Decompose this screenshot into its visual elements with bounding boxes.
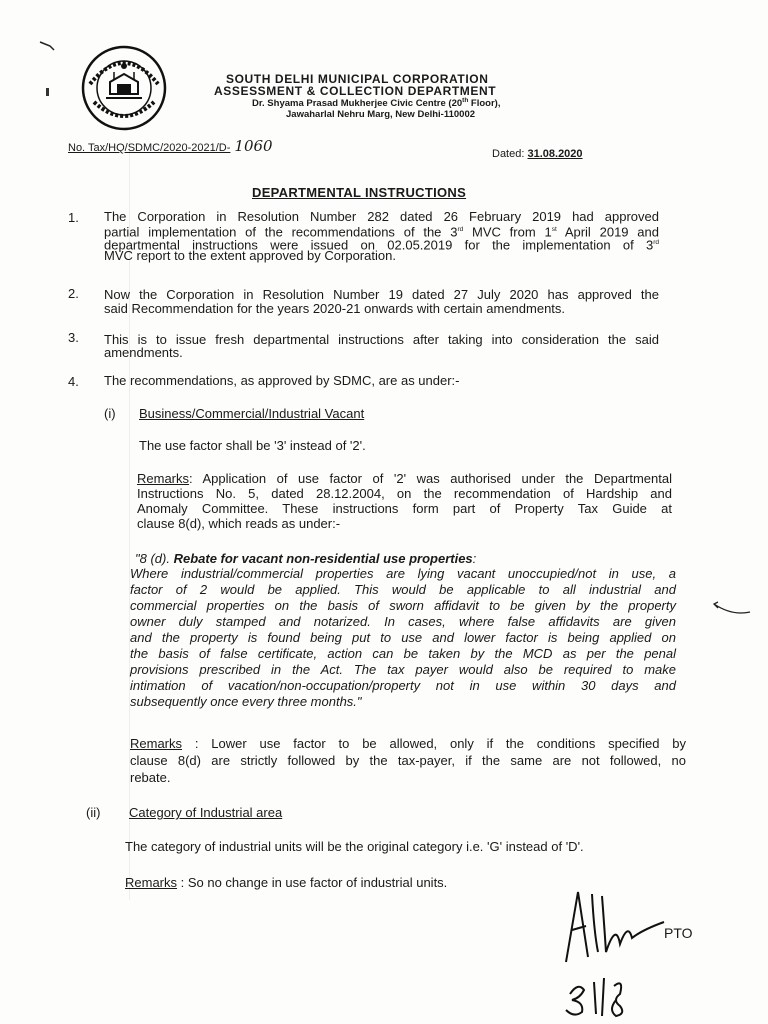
remarks-2-line: rebate. [130, 770, 171, 785]
pto-label: PTO [664, 925, 693, 941]
remarks-2-line: clause 8(d) are strictly followed by the tax-payer, if the same are not followed, no [130, 753, 686, 768]
remarks-line: clause 8(d), which reads as under:- [137, 516, 341, 531]
sub-item-title: Category of Industrial area [129, 805, 283, 820]
org-name: SOUTH DELHI MUNICIPAL CORPORATION [226, 72, 489, 86]
quote-line: the basis of false certificate, action can be taken by the MCD as per the penal [130, 646, 676, 661]
handwritten-number: 1060 [234, 137, 273, 155]
sub-item-title: Business/Commercial/Industrial Vacant [139, 406, 365, 421]
remarks-line: Anomaly Committee. These instructions form part of Property Tax Guide at [137, 501, 672, 516]
reference-number: No. Tax/HQ/SDMC/2020-2021/D- 1060 [68, 137, 273, 155]
address-line-1: Dr. Shyama Prasad Mukherjee Civic Centre (20th Floor), [252, 97, 501, 110]
item-number: 4. [68, 374, 79, 389]
address-line-2: Jawaharlal Nehru Marg, New Delhi-110002 [286, 109, 476, 120]
quote-line: factor of 2 would be applied. This would be applicable to all industrial and [130, 582, 676, 597]
margin-mark [46, 88, 49, 96]
date: Dated: 31.08.2020 [492, 148, 583, 160]
para-4-line: The recommendations, as approved by SDMC, are as under:- [104, 373, 460, 388]
remarks-line: Instructions No. 5, dated 28.12.2004, on the recommendation of Hardship and [137, 486, 672, 501]
quote-line: subsequently once every three months." [130, 694, 362, 709]
sub-item-number: (ii) [86, 805, 101, 820]
para-1-line: partial implementation of the recommendations of the 3rd MVC from 1st April 2019 and [104, 224, 659, 240]
quote-line: commercial properties on the basis of sworn affidavit to be given by the property [130, 598, 676, 613]
quote-line: and the property is found being put to use and lower factor is being applied on [130, 630, 676, 645]
para-1-line: departmental instructions were issued on 02.05.2019 for the implementation of 3rd [104, 237, 659, 253]
category-text: The category of industrial units will be the original category i.e. 'G' instead of 'D'. [125, 839, 584, 854]
department-name: ASSESSMENT & COLLECTION DEPARTMENT [214, 84, 497, 98]
para-3-line: This is to issue fresh departmental instructions after taking into consideration the said [104, 332, 659, 347]
remarks-2-line: Remarks : Lower use factor to be allowed, only if the conditions specified by [130, 736, 686, 751]
remarks-line: Remarks: Application of use factor of '2' was authorised under the Departmental [137, 471, 672, 486]
para-2-line: Now the Corporation in Resolution Number 19 dated 27 July 2020 has approved the [104, 287, 659, 302]
item-number: 2. [68, 286, 79, 301]
sub-item-number: (i) [104, 406, 116, 421]
item-number: 1. [68, 210, 79, 225]
sdmc-logo [80, 44, 168, 132]
para-2-line: said Recommendation for the years 2020-21 onwards with certain amendments. [104, 301, 566, 316]
handwritten-signature [558, 882, 718, 1022]
quote-heading: "8 (d). Rebate for vacant non-residential use properties: [135, 551, 477, 566]
quote-line: intimation of vacation/non-occupation/property not in use within 30 days and [130, 678, 676, 693]
remarks-line: Remarks : So no change in use factor of industrial units. [125, 875, 448, 890]
para-1-line: MVC report to the extent approved by Corporation. [104, 248, 396, 263]
quote-line: owner duly stamped and notarized. In cases, where false affidavits are given [130, 614, 676, 629]
quote-line: provisions prescribed in the Act. The tax payer would also be required to make [130, 662, 676, 677]
page-title: DEPARTMENTAL INSTRUCTIONS [252, 185, 467, 200]
pen-mark-icon [38, 40, 56, 52]
para-1-line: The Corporation in Resolution Number 282 dated 26 February 2019 had approved [104, 209, 659, 224]
use-factor-text: The use factor shall be '3' instead of '2'. [139, 438, 366, 453]
quote-line: Where industrial/commercial properties are lying vacant unoccupied/not in use, a [130, 566, 676, 581]
item-number: 3. [68, 330, 79, 345]
para-3-line: amendments. [104, 345, 183, 360]
margin-arrow-icon [712, 598, 752, 620]
